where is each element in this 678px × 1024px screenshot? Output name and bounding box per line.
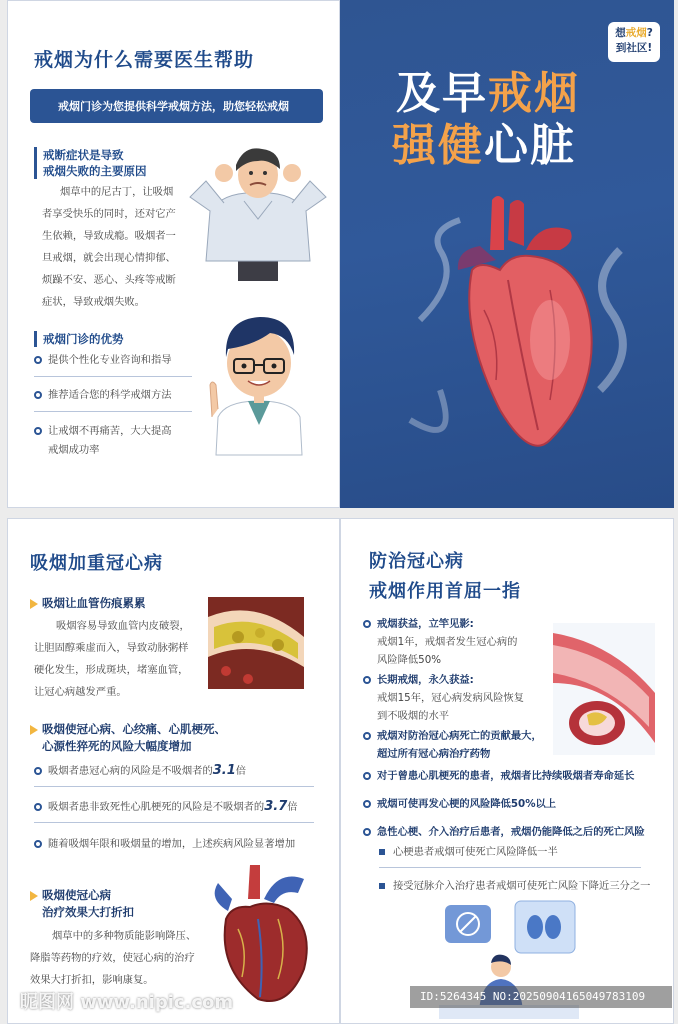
headline-line-1 <box>396 68 580 120</box>
doctor-illustration <box>204 305 314 457</box>
block-head-text: 吸烟让血管伤痕累累 <box>42 596 146 610</box>
risk-text: 吸烟者患非致死性心肌梗死的风险是不吸烟者的 <box>48 801 265 813</box>
benefit-head: 长期戒烟，永久获益: <box>377 674 474 686</box>
triangle-marker-icon <box>30 599 38 609</box>
divider <box>379 867 641 868</box>
headline-white: 及早 <box>396 68 488 119</box>
community-badge <box>608 22 660 62</box>
artery-cross-section-illustration <box>553 623 655 755</box>
divider <box>34 411 192 412</box>
text-line: 硬化发生，形成斑块，堵塞血管， <box>34 664 189 676</box>
headline-orange: 戒烟 <box>488 68 580 119</box>
risk-unit: 倍 <box>235 765 247 777</box>
text-line: 戒烟1年，戒烟者发生冠心病的 <box>377 636 518 648</box>
title-line: 戒烟作用首屈一指 <box>369 581 521 602</box>
risk-item <box>34 798 298 816</box>
anatomical-heart-illustration <box>208 859 318 1009</box>
advantage-item <box>34 351 172 370</box>
text-line: 生依赖，导致成瘾。吸烟者一 <box>42 230 176 242</box>
panel-cover <box>340 0 674 508</box>
benefit-item <box>363 671 524 725</box>
bullet-icon <box>363 676 371 684</box>
bullet-icon <box>34 840 42 848</box>
treatment-paragraph <box>30 925 215 991</box>
text-line: 超过所有冠心病治疗药物 <box>377 748 491 760</box>
advantage-text: 推荐适合您的科学戒烟方法 <box>48 389 172 401</box>
risk-item <box>34 762 246 780</box>
artery-plaque-illustration <box>208 597 304 689</box>
text-line: 者享受快乐的同时，还对它产 <box>42 208 176 220</box>
bullet-icon <box>34 391 42 399</box>
section-head-withdrawal <box>34 147 147 179</box>
section-head-line: 戒断症状是导致 <box>43 148 124 162</box>
benefit-text: 对于曾患心肌梗死的患者，戒烟者比持续吸烟者寿命延长 <box>377 770 635 782</box>
headline-orange: 强健 <box>392 120 484 171</box>
bullet-icon <box>363 620 371 628</box>
divider <box>34 822 314 823</box>
risk-value: 3.1 <box>212 763 236 778</box>
risk-text: 随着吸烟年限和吸烟量的增加，上述疾病风险显著增加 <box>48 838 296 850</box>
bullet-icon <box>34 767 42 775</box>
text-line: 旦戒烟，就会出现心情抑郁、 <box>42 252 176 264</box>
badge-highlight: 戒烟 <box>625 27 647 39</box>
text-line: 烟草中的尼古丁，让吸烟 <box>60 186 174 198</box>
benefit-text: 戒烟可使再发心梗的风险降低50%以上 <box>377 798 557 810</box>
benefit-item <box>363 727 542 763</box>
text-line: 戒烟15年，冠心病发病风险恢复 <box>377 692 524 704</box>
panel-title: 戒烟为什么需要医生帮助 <box>34 49 255 71</box>
benefit-item <box>363 615 517 669</box>
block-head-text: 心源性猝死的风险大幅度增加 <box>42 739 192 753</box>
stressed-man-illustration <box>184 141 332 283</box>
panel-smoking-worsens-chd <box>7 518 340 1024</box>
bullet-icon <box>363 772 371 780</box>
triangle-marker-icon <box>30 891 38 901</box>
text-line: 症状，导致戒烟失败。 <box>42 296 145 308</box>
square-bullet-icon <box>379 883 385 889</box>
risk-value: 3.7 <box>264 799 288 814</box>
text-line: 吸烟容易导致血管内皮破裂， <box>56 620 190 632</box>
sub-item <box>379 877 650 895</box>
benefit-text: 急性心梗、介入治疗后患者，戒烟仍能降低之后的死亡风险 <box>377 826 645 838</box>
risk-unit: 倍 <box>287 801 298 813</box>
title-line: 防治冠心病 <box>369 551 464 572</box>
block-head-text: 治疗效果大打折扣 <box>42 905 134 919</box>
divider <box>34 786 314 787</box>
banner-ribbon: 戒烟门诊为您提供科学戒烟方法，助您轻松戒烟 <box>30 89 323 123</box>
triangle-marker-icon <box>30 725 38 735</box>
bullet-icon <box>363 828 371 836</box>
panel-why-doctor-help <box>7 0 340 508</box>
panel-title: 吸烟加重冠心病 <box>30 553 163 574</box>
section-head-line: 戒烟失败的主要原因 <box>43 164 147 178</box>
withdrawal-paragraph <box>42 181 192 313</box>
headline-white: 心脏 <box>484 120 576 171</box>
bullet-icon <box>34 427 42 435</box>
divider <box>34 376 192 377</box>
text-line: 戒烟对防治冠心病死亡的贡献最大， <box>377 730 542 742</box>
text-line: 风险降低50% <box>377 654 442 666</box>
block-head-text: 吸烟使冠心病、心绞痛、心肌梗死、 <box>42 722 226 736</box>
text-line: 烟草中的多种物质能影响降压、 <box>52 930 197 942</box>
text-line: 效果大打折扣，影响康复。 <box>30 974 154 986</box>
watermark-left: 昵图网 www.nipic.com <box>20 992 234 1013</box>
text-line: 让胆固醇乘虚而入，导致动脉粥样 <box>34 642 189 654</box>
headline-line-2 <box>392 120 576 172</box>
panel-title <box>369 547 521 607</box>
text-line: 让冠心病越发严重。 <box>34 686 127 698</box>
badge-text: 想 <box>615 27 626 39</box>
badge-text: 到社区! <box>615 42 653 54</box>
bullet-icon <box>34 803 42 811</box>
block-head-risk <box>30 721 226 755</box>
sub-text: 接受冠脉介入治疗患者戒烟可使死亡风险下降近三分之一 <box>393 880 651 892</box>
watermark-right: ID:5264345 NO:20250904165049783109 <box>410 986 672 1008</box>
bullet-icon <box>363 732 371 740</box>
section-head-advantages: 戒烟门诊的优势 <box>34 331 124 347</box>
text-line: 降脂等药物的疗效，使冠心病的治疗 <box>30 952 195 964</box>
risk-item <box>34 835 295 853</box>
benefit-item <box>363 823 645 841</box>
benefit-item <box>363 795 556 813</box>
sub-text: 心梗患者戒烟可使死亡风险降低一半 <box>393 846 558 858</box>
panel-quit-prevents-chd <box>340 518 674 1024</box>
advantage-item <box>34 386 172 405</box>
advantage-item <box>34 422 172 460</box>
block-head-vessels <box>30 595 146 612</box>
advantage-text: 戒烟成功率 <box>48 444 100 456</box>
vessels-paragraph <box>34 615 204 703</box>
square-bullet-icon <box>379 849 385 855</box>
bullet-icon <box>34 356 42 364</box>
advantage-text: 让戒烟不再痛苦，大大提高 <box>48 425 172 437</box>
benefit-head: 戒烟获益，立竿见影: <box>377 618 474 630</box>
heart-with-smoke-illustration <box>400 190 640 480</box>
advantage-text: 提供个性化专业咨询和指导 <box>48 354 172 366</box>
block-head-treatment <box>30 887 134 921</box>
text-line: 烦躁不安、恶心、头疼等戒断 <box>42 274 176 286</box>
benefit-item <box>363 767 634 785</box>
risk-text: 吸烟者患冠心病的风险是不吸烟者的 <box>48 765 213 777</box>
block-head-text: 吸烟使冠心病 <box>42 888 111 902</box>
text-line: 到不吸烟的水平 <box>377 710 450 722</box>
sub-item <box>379 843 558 861</box>
bullet-icon <box>363 800 371 808</box>
badge-text: ? <box>646 27 653 39</box>
